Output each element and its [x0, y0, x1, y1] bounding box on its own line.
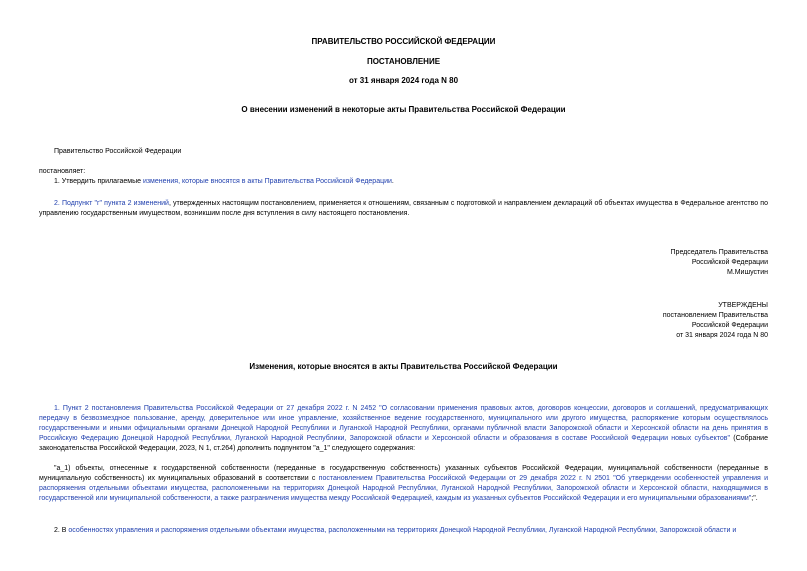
paragraph-2 [39, 199, 768, 219]
paragraph-1 [54, 177, 394, 187]
intro-text: Правительство Российской Федерации [54, 148, 182, 155]
approval-line-1: УТВЕРЖДЕНЫ [718, 302, 768, 309]
quote-prefix: "а_1) объекты, отнесенные к государственной собственности (переданные в государственную собственность) указанных субъектов Российской Федерации, муниципальной собственности (переданные в муниципальную собственность) их муниципальных образований в соответствии с [39, 465, 768, 482]
signature-line-2: Российской Федерации [691, 259, 768, 266]
changes-title: Изменения, которые вносятся в акты Правительства Российской Федерации [249, 362, 558, 371]
resolution-2501-link[interactable]: постановлением Правительства Российской Федерации от 29 декабря 2022 г. N 2501 "Об утверждении особенностей управления и распоряжения отдельными объектами имущества, расположенными на территориях Донецкой Народной Республики, Луганской Народной Республики, Запорожской области и Херсонской области, находящимися в государственной или муниципальной собственности, а также разграничения имущества между Российской Федерацией, каждым из указанных субъектов Российской Федерации и его муниципальными образованиями" [39, 475, 768, 502]
approval-block [468, 301, 768, 341]
approval-line-2: постановлением Правительства [662, 312, 768, 319]
signature-line-1: Председатель Правительства [670, 249, 768, 256]
resolution-2452-link[interactable]: 1. Пункт 2 постановления Правительства Российской Федерации от 27 декабря 2022 г. N 2452 "О согласовании применения правовых актов, договоров концессии, договоров и соглашений, предусматривающих передачу в безвозмездное пользование, аренду, доверительное или иное управление, хозяйственное ведение государственного, муниципального или другого имущества, распоряжение которым осуществлялось государственными и иными официальными органами Донецкой Народной Республики и Луганской Народной Республики, органами публичной власти Запорожской области и Херсонской области на день принятия в Российскую Федерацию Донецкой Народной Республики, Луганской Народной Республики, Запорожской области и Херсонской области и образования в составе Российской Федерации новых субъектов" [39, 405, 768, 442]
change-2-prefix: 2. В [54, 527, 69, 534]
approval-line-3: Российской Федерации [691, 322, 768, 329]
government-name: ПРАВИТЕЛЬСТВО РОССИЙСКОЙ ФЕДЕРАЦИИ [311, 37, 496, 46]
resolves-text: постановляет: [39, 168, 86, 175]
quoted-subparagraph [39, 464, 768, 504]
document-date-number: от 31 января 2024 года N 80 [348, 76, 459, 85]
document-title: О внесении изменений в некоторые акты Правительства Российской Федерации [241, 105, 566, 114]
paragraph-2-text: , утвержденных настоящим постановлением, применяется к отношениям, связанным с подготовкой и направлением деклараций об объектах имущества в Федеральное агентство по управлению государственным имуществом, возникшим после дня вступления в силу настоящего постановления. [39, 200, 768, 217]
change-2 [39, 526, 768, 536]
change-1-text: (Собрание законодательства Российской Федерации, 2023, N 1, ст.264) дополнить подпунктом "а_1" следующего содержания: [39, 435, 768, 452]
quote-suffix: ;". [751, 495, 758, 502]
approval-line-4: от 31 января 2024 года N 80 [676, 332, 768, 339]
management-features-link[interactable]: особенностях управления и распоряжения отдельными объектами имущества, расположенными на территориях Донецкой Народной Республики, Луганской Народной Республики, Запорожской области и [68, 527, 737, 534]
document-type: ПОСТАНОВЛЕНИЕ [366, 57, 441, 66]
paragraph-1-prefix: 1. Утвердить прилагаемые [54, 178, 143, 185]
approved-changes-link[interactable]: изменения, которые вносятся в акты Правительства Российской Федерации [142, 178, 392, 185]
subparagraph-g-link[interactable]: 2. Подпункт "г" пункта 2 изменений [54, 200, 169, 207]
paragraph-1-suffix: . [391, 178, 394, 185]
signature-block [468, 248, 768, 278]
change-1 [39, 404, 768, 454]
signature-line-3: М.Мишустин [726, 269, 768, 276]
